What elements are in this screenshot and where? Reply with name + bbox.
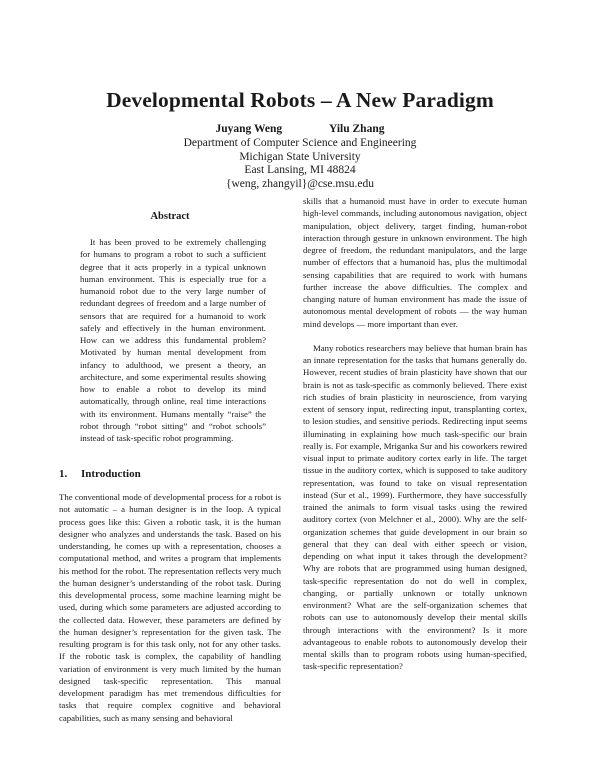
affiliation-email: {weng, zhangyil}@cse.msu.edu [225,178,375,190]
abstract-heading: Abstract [150,211,190,222]
section-number: 1. [59,468,68,480]
section-heading [59,468,141,480]
author-name: Yilu Zhang [328,123,385,135]
introduction-paragraph: The conventional mode of developmental process for a robot is not automatic – a human designer is in the loop. A typical process goes like this: Given a robotic task, it is the human designer who analyzes and understands the task. Based on his understanding, he comes up with a representation, chooses a computational method, and writes a program that implements his method for the robot. The representation reflects very much the human designer’s understanding of the robot task. During this developmental process, some machine learning might be used, during which some parameters are adjusted according to the collected data. However, these parameters are defined by the human designer’s representation for the given task. The resulting program is for this task only, not for any other tasks. If the robotic task is complex, the capability of handling variation of environment is very much limited by the human designed task-specific representation. This manual development paradigm has met tremendous difficulties for tasks that require complex cognitive and behavioral capabilities, such as many sensing and behavioral [59,492,281,723]
paper-title: Developmental Robots – A New Paradigm [106,88,494,112]
affiliation-department: Department of Computer Science and Engineering [183,137,417,149]
introduction-column [59,491,281,724]
author-line [0,123,600,135]
abstract-body: It has been proved to be extremely challenging for humans to program a robot to such a sufficient degree that it acts properly in a typical unknown human environment. This is especially true for a humanoid robot due to the very large number of redundant degrees of freedom and a large number of sensors that are required for a humanoid to work safely and effectively in the human environment. How can we address this fundamental problem? Motivated by human mental development from infancy to adulthood, we present a theory, an architecture, and some experimental results showing how to enable a robot to develop its mind automatically, through online, real time interactions with its environment. Humans mentally “raise” the robot through “robot sitting” and “robot schools” instead of task-specific robot programming. [80,237,266,443]
right-paragraph-2: Many robotics researchers may believe that human brain has an innate representation for the tasks that humans generally do. However, recent studies of brain plasticity have shown that our brain is not as task-specific as commonly believed. There exist rich studies of brain plasticity in neuroscience, from varying extent of sensory input, redirecting input, transplanting cortex, to lesion studies, and sensitive periods. Redirecting input seems illuminating in explaining how much task-specific our brain really is. For example, Mriganka Sur and his coworkers rewired visual input to primate auditory cortex early in life. The target tissue in the auditory cortex, which is supposed to take auditory representation, was found to take on visual representation instead (Sur et al., 1999). Furthermore, they have successfully trained the animals to form visual tasks using the rewired auditory cortex (von Melchner et al., 2000). Why are the self-organization schemes that guide development in our brain so general that they can deal with either speech or vision, depending on what input it takes through the development? Why are robots that are programmed using human designed, task-specific representation do not do well in complex, changing, or partially unknown or totally unknown environment? What are the self-organization schemes that robots can use to autonomously develop their mental skills through interactions with the environment? Is it more advantageous to enable robots to autonomously develop their mental skills than to program robots using human-specified, task-specific representation? [303,342,527,672]
affiliation-university: Michigan State University [239,151,361,163]
section-title: Introduction [81,468,141,480]
right-paragraph-1: skills that a humanoid must have in order to execute human high-level commands, including autonomous navigation, object manipulation, object delivery, target finding, human-robot interaction through gesture in unknown environment. The high degree of freedom, the redundant manipulators, and the large number of effectors that a humanoid has, plus the multimodal sensing capabilities that are required to work with humans further increase the above difficulties. The complex and changing nature of human environment has made the issue of autonomous mental development of robots — the way human mind develops — more important than ever. [303,196,527,329]
right-column [303,195,527,673]
author-name: Juyang Weng [215,123,283,135]
affiliation-address: East Lansing, MI 48824 [244,164,356,176]
